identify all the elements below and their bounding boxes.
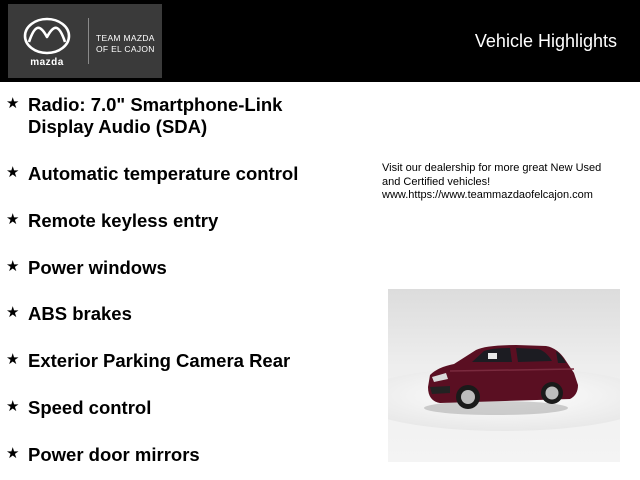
star-icon: ★ [6, 258, 20, 275]
logo-divider [88, 18, 89, 64]
star-icon: ★ [6, 398, 20, 415]
vehicle-illustration [388, 289, 620, 462]
dealership-promo-text [382, 162, 632, 203]
header-bar [0, 0, 640, 82]
mazda-emblem-icon [18, 16, 76, 56]
page-title: Vehicle Highlights [474, 31, 617, 51]
feature-label: Speed control [28, 397, 152, 418]
promo-url[interactable]: www.https://www.teammazdaofelcajon.com [382, 189, 593, 201]
mazda-wordmark: mazda [30, 57, 64, 68]
feature-label: ABS brakes [28, 303, 132, 324]
feature-label: Automatic temperature control [28, 163, 299, 184]
feature-label: Remote keyless entry [28, 210, 219, 231]
star-icon: ★ [6, 211, 20, 228]
star-icon: ★ [6, 95, 20, 112]
feature-label: Exterior Parking Camera Rear [28, 350, 291, 371]
feature-label-line1: Radio: 7.0" Smartphone-Link [28, 94, 283, 115]
feature-label-line2: Display Audio (SDA) [28, 116, 208, 137]
dealer-name-line1: TEAM MAZDA [96, 33, 155, 43]
star-icon: ★ [6, 351, 20, 368]
dealer-logo[interactable] [8, 4, 162, 78]
star-icon: ★ [6, 445, 20, 462]
star-icon: ★ [6, 304, 20, 321]
vehicle-photo [388, 289, 620, 462]
dealer-name [96, 33, 155, 55]
feature-label: Power door mirrors [28, 444, 200, 465]
feature-label [28, 94, 328, 138]
dealer-name-line2: OF EL CAJON [96, 44, 155, 54]
feature-label: Power windows [28, 257, 167, 278]
promo-line2: and Certified vehicles! [382, 175, 491, 188]
star-icon: ★ [6, 164, 20, 181]
promo-line1: Visit our dealership for more great New Used [382, 162, 602, 174]
